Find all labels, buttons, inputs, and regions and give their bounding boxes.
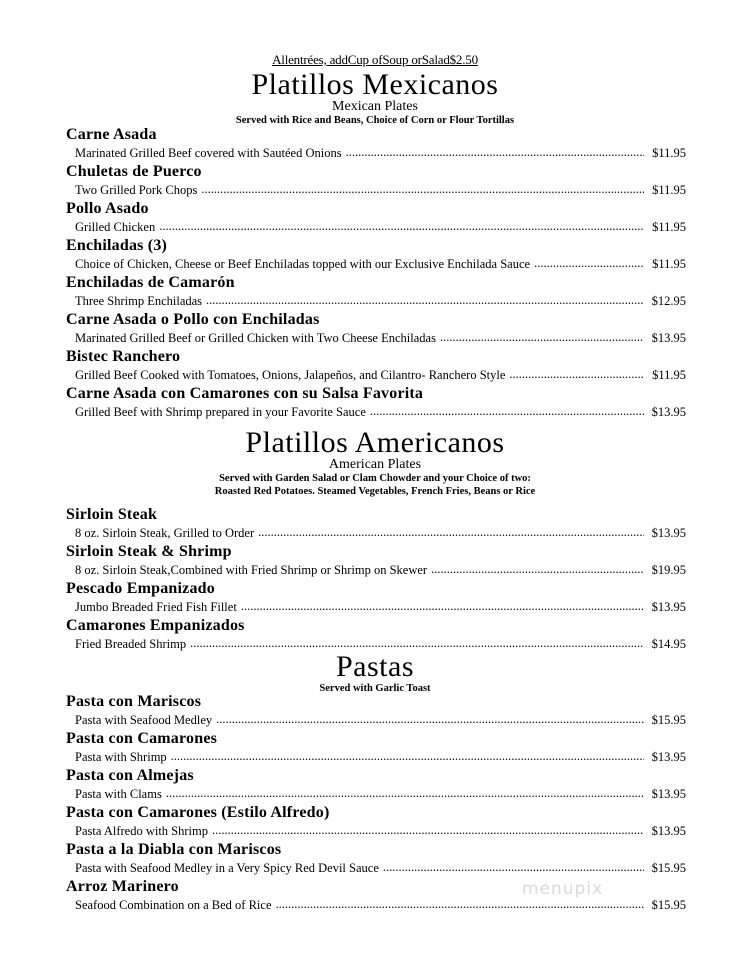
menu-item [66, 385, 686, 420]
item-name: Pollo Asado [66, 200, 149, 217]
item-description: Jumbo Breaded Fried Fish Fillet [75, 600, 237, 614]
item-price: $13.95 [651, 526, 686, 540]
menu-item [66, 126, 686, 161]
item-description: Three Shrimp Enchiladas [75, 294, 203, 308]
item-price: $13.95 [651, 600, 686, 614]
menu-item [66, 543, 686, 578]
dot-leader [206, 292, 644, 308]
dot-leader [201, 181, 644, 197]
item-description: Pasta with Seafood Medley in a Very Spicy Red Devil Sauce [75, 861, 379, 875]
item-name: Pasta con Camarones [66, 730, 218, 747]
item-name: Enchiladas (3) [66, 237, 168, 254]
item-price: $11.95 [652, 257, 686, 271]
dot-leader [346, 144, 644, 160]
item-description: Pasta with Clams [75, 787, 162, 801]
menupix-watermark: menupix [522, 879, 604, 899]
item-description: Grilled Beef Cooked with Tomatoes, Onions, Jalapeños, and Cilantro- Ranchero Style [75, 368, 506, 382]
item-price: $13.95 [651, 824, 686, 838]
item-description: 8 oz. Sirloin Steak,Combined with Fried Shrimp or Shrimp on Skewer [75, 563, 428, 577]
menu-item [66, 693, 686, 728]
top-note: Allentrées, addCup ofSoup orSalad$2.50 [272, 52, 478, 67]
section-title: Platillos Americanos [245, 426, 505, 459]
item-price: $13.95 [651, 405, 686, 419]
item-description: Pasta with Shrimp [75, 750, 167, 764]
section-title: Platillos Mexicanos [251, 68, 499, 101]
item-description: Grilled Beef with Shrimp prepared in your Favorite Sauce [75, 405, 366, 419]
item-description: Marinated Grilled Beef or Grilled Chicken with Two Cheese Enchiladas [75, 331, 436, 345]
dot-leader [440, 329, 644, 345]
dot-leader [241, 598, 644, 614]
item-description: Two Grilled Pork Chops [75, 183, 198, 197]
item-name: Chuletas de Puerco [66, 163, 202, 180]
section-served-note: Served with Garlic Toast [319, 683, 431, 694]
item-name: Enchiladas de Camarón [66, 274, 235, 291]
item-price: $11.95 [652, 183, 686, 197]
menu-item [66, 200, 686, 235]
menu-item [66, 804, 686, 839]
dot-leader [216, 711, 643, 727]
menu-item [66, 274, 686, 309]
section-subtitle: Mexican Plates [332, 99, 418, 114]
item-price: $19.95 [651, 563, 686, 577]
dot-leader [212, 822, 644, 838]
item-description: 8 oz. Sirloin Steak, Grilled to Order [75, 526, 255, 540]
section-served-note: Served with Garden Salad or Clam Chowder and your Choice of two: [219, 473, 531, 484]
item-name: Pasta con Mariscos [66, 693, 202, 710]
dot-leader [534, 255, 644, 271]
item-name: Carne Asada [66, 126, 157, 143]
dot-leader [190, 635, 644, 651]
menu-item [66, 163, 686, 198]
item-description: Seafood Combination on a Bed of Rice [75, 898, 272, 912]
menu-item [66, 237, 686, 272]
item-name: Pasta con Camarones (Estilo Alfredo) [66, 804, 330, 821]
item-description: Pasta Alfredo with Shrimp [75, 824, 208, 838]
section-pastas [0, 652, 750, 695]
section-mexicanos [0, 70, 750, 127]
item-price: $15.95 [651, 713, 686, 727]
section-americanos [0, 428, 750, 498]
item-name: Pasta con Almejas [66, 767, 194, 784]
dot-leader [166, 785, 644, 801]
item-description: Pasta with Seafood Medley [75, 713, 213, 727]
item-price: $15.95 [651, 861, 686, 875]
item-price: $11.95 [652, 220, 686, 234]
item-name: Sirloin Steak [66, 506, 158, 523]
item-description: Choice of Chicken, Cheese or Beef Enchiladas topped with our Exclusive Enchilada Sauce [75, 257, 531, 271]
item-price: $14.95 [651, 637, 686, 651]
dot-leader [258, 524, 643, 540]
menu-item [66, 311, 686, 346]
item-name: Sirloin Steak & Shrimp [66, 543, 232, 560]
dot-leader [431, 561, 644, 577]
item-price: $11.95 [652, 146, 686, 160]
section-served-note: Roasted Red Potatoes. Steamed Vegetables, French Fries, Beans or Rice [214, 486, 536, 497]
dot-leader [509, 366, 644, 382]
dot-leader [370, 403, 644, 419]
menu-item [66, 767, 686, 802]
item-price: $13.95 [651, 750, 686, 764]
item-name: Arroz Marinero [66, 878, 179, 895]
item-description: Fried Breaded Shrimp [75, 637, 187, 651]
item-name: Carne Asada o Pollo con Enchiladas [66, 311, 320, 328]
item-name: Carne Asada con Camarones con su Salsa Favorita [66, 385, 424, 402]
item-name: Pasta a la Diabla con Mariscos [66, 841, 282, 858]
item-price: $13.95 [651, 787, 686, 801]
item-price: $13.95 [651, 331, 686, 345]
item-name: Pescado Empanizado [66, 580, 215, 597]
menu-item [66, 580, 686, 615]
section-subtitle: American Plates [328, 457, 422, 472]
item-name: Bistec Ranchero [66, 348, 181, 365]
dot-leader [383, 859, 644, 875]
item-description: Grilled Chicken [75, 220, 156, 234]
dot-leader [159, 218, 644, 234]
section-title: Pastas [336, 650, 414, 683]
item-price: $15.95 [651, 898, 686, 912]
menu-item [66, 841, 686, 876]
section-served-note: Served with Rice and Beans, Choice of Corn or Flour Tortillas [235, 115, 515, 126]
menu-item [66, 348, 686, 383]
item-name: Camarones Empanizados [66, 617, 245, 634]
menu-item [66, 730, 686, 765]
menu-item [66, 617, 686, 652]
item-description: Marinated Grilled Beef covered with Sautéed Onions [75, 146, 342, 160]
item-price: $12.95 [651, 294, 686, 308]
dot-leader [171, 748, 644, 764]
menu-item [66, 506, 686, 541]
item-price: $11.95 [652, 368, 686, 382]
